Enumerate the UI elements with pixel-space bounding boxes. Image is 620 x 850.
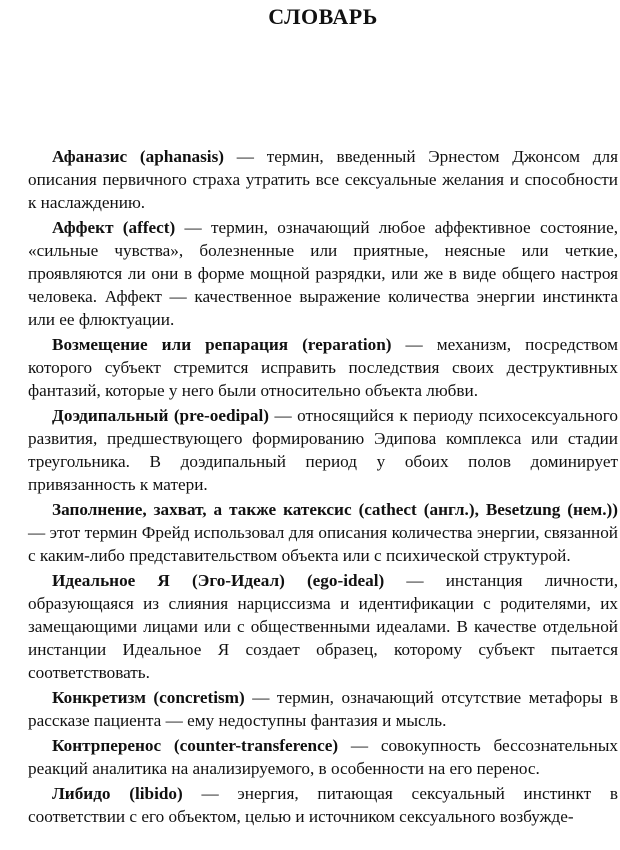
document-page [28, 0, 618, 826]
glossary-entry [28, 216, 618, 331]
glossary-entry [28, 333, 618, 402]
glossary-entry [28, 404, 618, 496]
glossary-entry [28, 145, 618, 214]
glossary-entry [28, 734, 618, 780]
page-title: СЛОВАРЬ [268, 4, 378, 29]
glossary-entries [28, 145, 618, 830]
glossary-definition: — механизм, посредством которого субъект стремится исправить последствия своих деструктивных фантазий, которые у него были относительно объекта любви. [28, 335, 618, 400]
glossary-entry [28, 498, 618, 567]
glossary-term: Доэдипальный (pre-oedipal) [52, 406, 269, 425]
glossary-term: Либидо (libido) [52, 784, 183, 803]
glossary-definition: — совокупность бессознательных реакций аналитика на анализируемого, в особенности на его перенос. [28, 736, 618, 778]
glossary-definition: — этот термин Фрейд использовал для описания количества энергии, связанной с каким-либо представительством объекта или с психической структурой. [28, 523, 618, 565]
glossary-definition: — термин, введенный Эрнестом Джонсом для описания первичного страха утратить все сексуальные желания и способности к наслаждению. [28, 147, 618, 212]
glossary-entry [28, 569, 618, 684]
glossary-definition: — относящийся к периоду психосексуального развития, предшествующего формированию Эдипова комплекса или стадии треугольника. В доэдипальный период у обоих полов доминирует привязанность к матери. [28, 406, 618, 494]
glossary-definition: — энергия, питающая сексуальный инстинкт в соответствии с его объектом, целью и источником сексуального возбужде- [28, 784, 618, 826]
glossary-term: Контрперенос (counter-transference) [52, 736, 339, 755]
glossary-term: Аффект (affect) [52, 218, 176, 237]
glossary-definition: — термин, означающий отсутствие метафоры в рассказе пациента — ему недоступны фантазия и мысль. [28, 688, 618, 730]
glossary-definition: — термин, означающий любое аффективное состояние, «сильные чувства», болезненные или приятные, неясные или четкие, проявляются ли они в форме мощной разрядки, или же в виде общего настроя человека. Аффект — качественное выражение количества энергии инстинкта или ее флюктуации. [28, 218, 618, 329]
glossary-term: Афаназис (aphanasis) [52, 147, 224, 166]
glossary-definition: — инстанция личности, образующаяся из слияния нарциссизма и идентификации с родителями, их замещающими лицами или с общественными идеалами. В качестве отдельной инстанции Идеальное Я создает образец, которому субъект пытается соответствовать. [28, 571, 618, 682]
glossary-term: Заполнение, захват, а также катексис (cathect (англ.), Besetzung (нем.)) [52, 500, 618, 519]
glossary-term: Возмещение или репарация (reparation) [52, 335, 392, 354]
glossary-entry [28, 782, 618, 828]
glossary-entry [28, 686, 618, 732]
glossary-term: Конкретизм (concretism) [52, 688, 245, 707]
glossary-term: Идеальное Я (Эго-Идеал) (ego-ideal) [52, 571, 385, 590]
